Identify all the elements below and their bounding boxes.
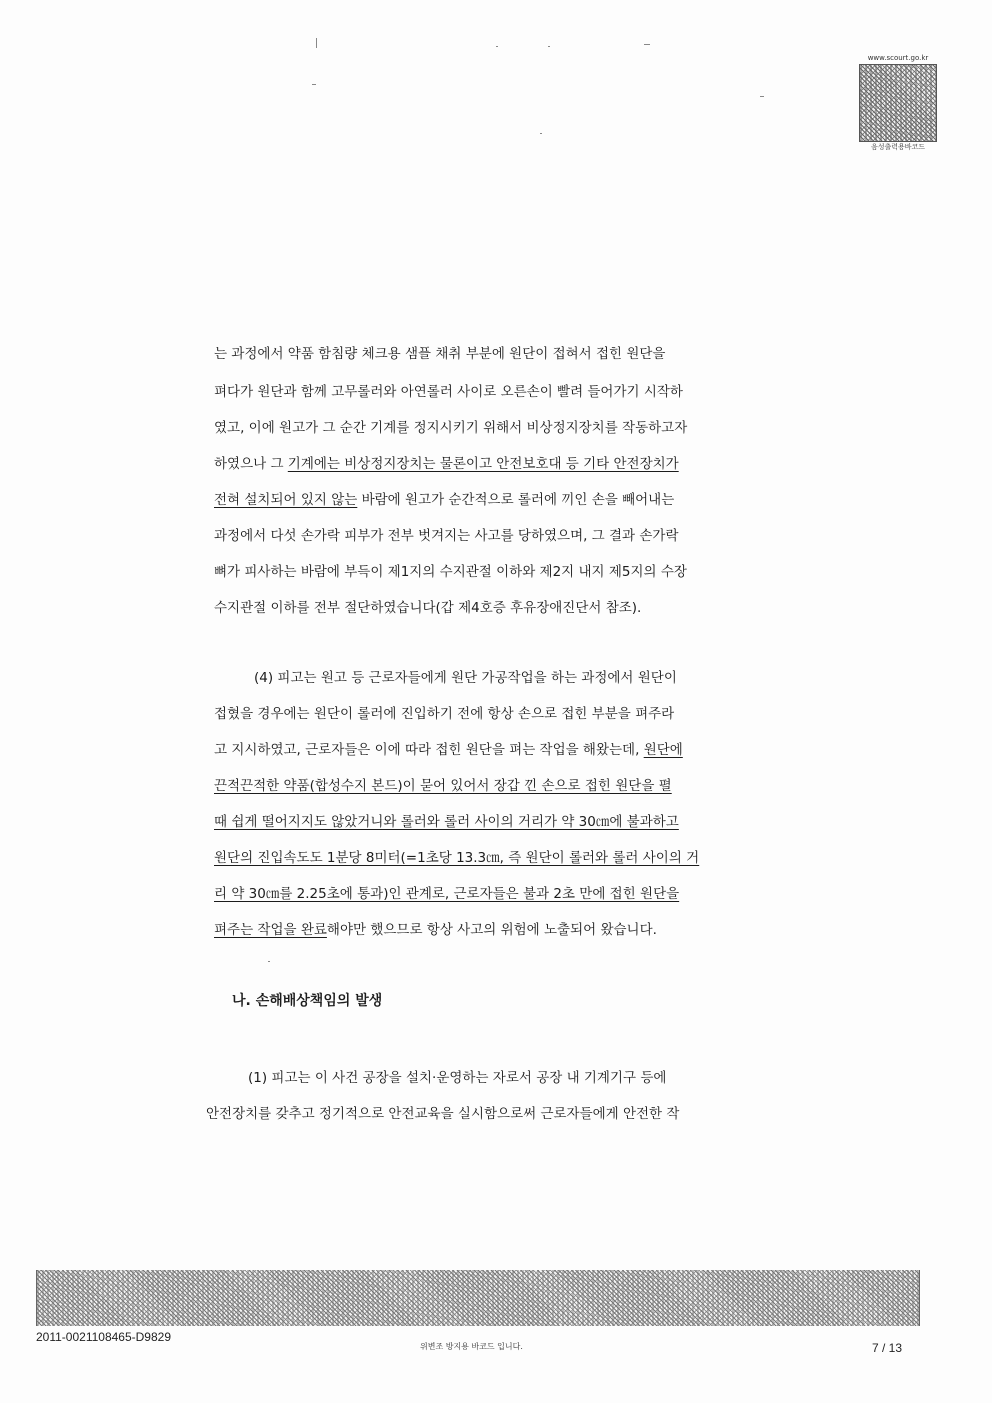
qr-code-icon	[859, 64, 937, 142]
anti-forgery-barcode	[36, 1270, 920, 1326]
underlined-line: 리 약 30㎝를 2.25초에 통과)인 관계로, 근로자들은 불과 2초 만에 접힌 원단을	[214, 886, 680, 902]
text-line	[214, 454, 679, 474]
scan-speck	[548, 46, 550, 47]
text-segment: 하였으나 그	[214, 456, 288, 472]
text-line: 수지관절 이하를 전부 절단하였습니다(갑 제4호증 후유장애진단서 참조).	[214, 600, 642, 616]
voice-output-barcode	[856, 54, 940, 150]
text-line	[214, 920, 657, 940]
underlined-text: 전혀 설치되어 있지 않는	[214, 492, 358, 508]
text-line: (1) 피고는 이 사건 공장을 설치·운영하는 자로서 공장 내 기계기구 등에	[248, 1070, 667, 1086]
barcode-caption: 음성출력용바코드	[870, 143, 926, 151]
forgery-note: 위변조 방지용 바코드 입니다.	[420, 1342, 523, 1351]
scan-speck	[540, 133, 542, 134]
text-line: 펴다가 원단과 함께 고무롤러와 아연롤러 사이로 오른손이 빨려 들어가기 시작하	[214, 384, 683, 400]
document-id: 2011-0021108465-D9829	[36, 1330, 172, 1344]
scan-speck	[496, 46, 498, 47]
scan-speck	[316, 38, 317, 48]
text-line	[214, 740, 683, 760]
court-site-url: www.scourt.go.kr	[867, 54, 929, 62]
underlined-line: 때 쉽게 떨어지지도 않았거니와 롤러와 롤러 사이의 거리가 약 30㎝에 불과하고	[214, 814, 679, 830]
text-line: 였고, 이에 원고가 그 순간 기계를 정지시키기 위해서 비상정지장치를 작동하고자	[214, 420, 688, 436]
section-heading: 나. 손해배상책임의 발생	[232, 993, 383, 1009]
page-number: 7 / 13	[872, 1341, 903, 1355]
scan-speck	[268, 961, 270, 962]
text-segment: 바람에 원고가 순간적으로 롤러에 끼인 손을 빼어내는	[357, 492, 675, 508]
text-line: 는 과정에서 약품 함침량 체크용 샘플 채취 부분에 원단이 접혀서 접힌 원단을	[214, 346, 666, 362]
text-line: (4) 피고는 원고 등 근로자들에게 원단 가공작업을 하는 과정에서 원단이	[254, 670, 677, 686]
text-line: 안전장치를 갖추고 정기적으로 안전교육을 실시함으로써 근로자들에게 안전한 작	[206, 1106, 680, 1122]
text-segment: 해야만 했으므로 항상 사고의 위험에 노출되어 왔습니다.	[326, 922, 657, 938]
scan-speck	[312, 84, 316, 85]
text-line: 접혔을 경우에는 원단이 롤러에 진입하기 전에 항상 손으로 접힌 부분을 펴주라	[214, 706, 675, 722]
text-line	[214, 490, 674, 510]
text-line: 과정에서 다섯 손가락 피부가 전부 벗겨지는 사고를 당하였으며, 그 결과 손가락	[214, 528, 679, 544]
underlined-line: 원단의 진입속도도 1분당 8미터(=1초당 13.3㎝, 즉 원단이 롤러와 롤러 사이의 거	[214, 850, 700, 866]
scan-speck	[644, 44, 650, 45]
text-line: 뼈가 피사하는 바람에 부득이 제1지의 수지관절 이하와 제2지 내지 제5지의 수장	[214, 564, 687, 580]
underlined-text: 기계에는 비상정지장치는 물론이고 안전보호대 등 기타 안전장치가	[287, 456, 679, 472]
underlined-text: 원단에	[643, 742, 683, 758]
text-segment: 고 지시하였고, 근로자들은 이에 따라 접힌 원단을 펴는 작업을 해왔는데,	[214, 742, 644, 758]
underlined-line: 끈적끈적한 약품(합성수지 본드)이 묻어 있어서 장갑 낀 손으로 접힌 원단을 펼	[214, 778, 672, 794]
underlined-text: 펴주는 작업을 완료	[214, 922, 327, 938]
scan-speck	[760, 96, 764, 97]
